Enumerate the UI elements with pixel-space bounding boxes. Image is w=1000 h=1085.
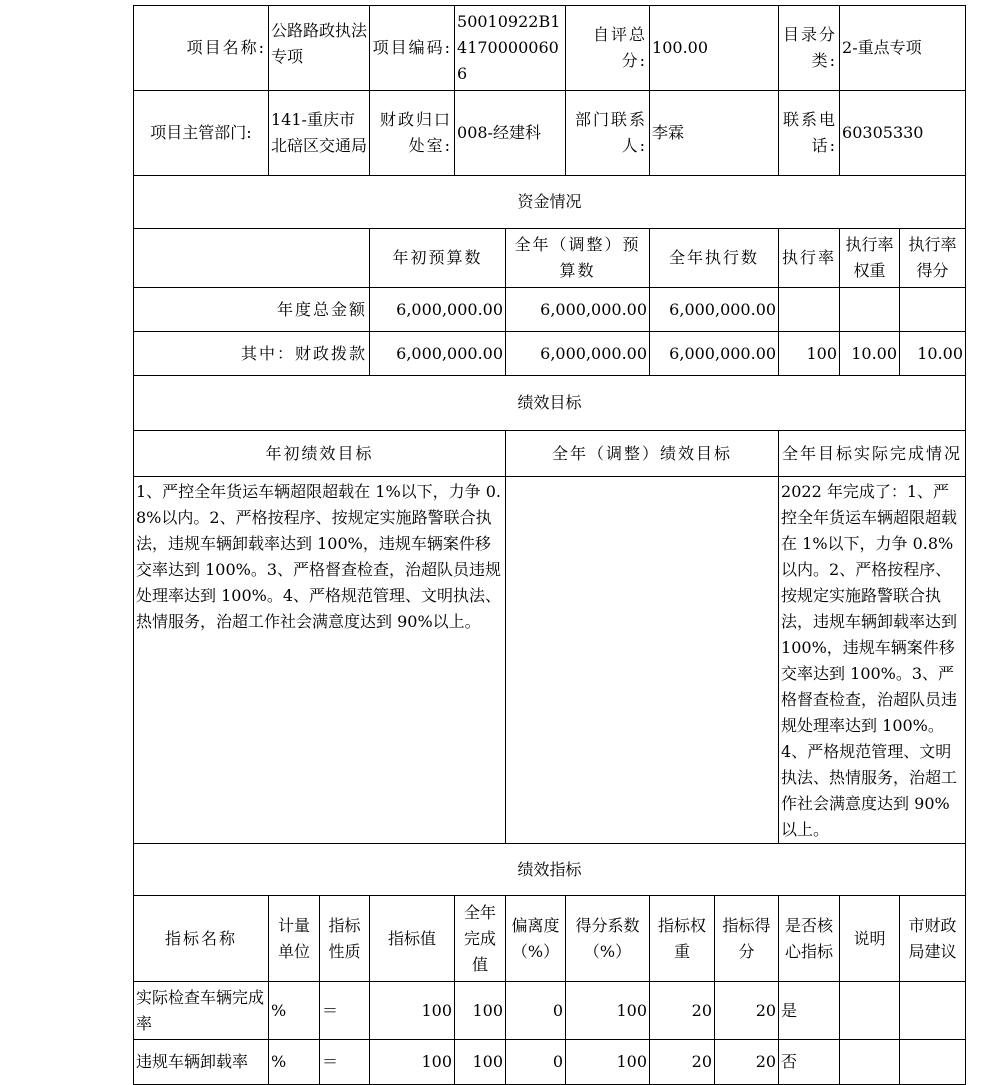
project-code-label: 项目编码:	[370, 6, 455, 91]
indicator-header-score: 指标得分	[715, 896, 779, 982]
dept-value: 141-重庆市北碚区交通局	[269, 91, 370, 176]
contact-value: 李霖	[650, 91, 779, 176]
funds-row-adjusted: 6,000,000.00	[506, 288, 650, 332]
indicator-header-actual: 全年完成值	[455, 896, 506, 982]
funds-header-weight: 执行率权重	[840, 229, 900, 288]
indicator-deviation: 0	[506, 1040, 566, 1085]
indicator-deviation: 0	[506, 982, 566, 1040]
funds-row-executed: 6,000,000.00	[650, 332, 779, 376]
catalog-value: 2-重点专项	[840, 6, 966, 91]
funds-header-executed: 全年执行数	[650, 229, 779, 288]
indicator-advice	[900, 982, 966, 1040]
goals-content-row	[134, 477, 966, 844]
indicator-header-weight: 指标权重	[650, 896, 715, 982]
indicator-header-name: 指标名称	[134, 896, 269, 982]
indicator-header-core: 是否核心指标	[779, 896, 840, 982]
funds-header-blank	[134, 229, 370, 288]
header-row-2	[134, 91, 966, 176]
project-code-value: 50010922B141700000606	[455, 6, 566, 91]
indicators-section-title: 绩效指标	[134, 844, 966, 896]
catalog-label: 目录分类:	[779, 6, 840, 91]
indicator-core: 是	[779, 982, 840, 1040]
indicator-header-target: 指标值	[370, 896, 455, 982]
indicator-actual: 100	[455, 982, 506, 1040]
funds-row-score	[900, 288, 966, 332]
indicator-name: 实际检查车辆完成率	[134, 982, 269, 1040]
contact-label: 部门联系人:	[566, 91, 650, 176]
funds-row-score: 10.00	[900, 332, 966, 376]
funds-row-adjusted: 6,000,000.00	[506, 332, 650, 376]
indicator-note	[840, 1040, 900, 1085]
goals-header-actual: 全年目标实际完成情况	[779, 431, 966, 477]
project-name-label: 项目名称:	[134, 6, 269, 91]
table-row	[134, 982, 966, 1040]
indicator-score: 20	[715, 1040, 779, 1085]
finance-office-label: 财政归口处室:	[370, 91, 455, 176]
funds-row-rate: 100	[779, 332, 840, 376]
funds-row-fiscal	[134, 332, 966, 376]
goals-adjusted-text	[506, 477, 779, 844]
indicator-note	[840, 982, 900, 1040]
funds-row-executed: 6,000,000.00	[650, 288, 779, 332]
goals-header-initial: 年初绩效目标	[134, 431, 506, 477]
finance-office-value: 008-经建科	[455, 91, 566, 176]
indicator-unit: %	[269, 1040, 320, 1085]
funds-row-label: 年度总金额	[134, 288, 370, 332]
phone-label: 联系电话:	[779, 91, 840, 176]
self-score-value: 100.00	[650, 6, 779, 91]
table-row	[134, 1040, 966, 1085]
funds-row-budget: 6,000,000.00	[370, 288, 506, 332]
indicator-weight: 20	[650, 1040, 715, 1085]
indicator-nature: ＝	[320, 1040, 370, 1085]
indicator-target: 100	[370, 982, 455, 1040]
funds-row-weight: 10.00	[840, 332, 900, 376]
funds-row-total	[134, 288, 966, 332]
indicator-header-coef: 得分系数（%）	[566, 896, 650, 982]
indicator-header-deviation: 偏离度（%）	[506, 896, 566, 982]
indicators-header-row	[134, 896, 966, 982]
funds-header-rate: 执行率	[779, 229, 840, 288]
indicator-nature: ＝	[320, 982, 370, 1040]
funds-header-budget: 年初预算数	[370, 229, 506, 288]
funds-header-adjusted: 全年（调整）预算数	[506, 229, 650, 288]
indicator-coef: 100	[566, 982, 650, 1040]
indicator-unit: %	[269, 982, 320, 1040]
funds-row-weight	[840, 288, 900, 332]
funds-section-title: 资金情况	[134, 176, 966, 229]
goals-initial-text: 1、严控全年货运车辆超限超载在 1%以下，力争 0.8%以内。2、严格按程序、按规定实施路警联合执法，违规车辆卸载率达到 100%，违规车辆案件移交率达到 100%。3、严格督查检查，治超队员违规处理率达到 100%。4、严格规范管理、文明执法、热情服务，治超工作社会满意度达到 90%以上。	[134, 477, 506, 844]
goals-section-title: 绩效目标	[134, 376, 966, 431]
performance-evaluation-table	[133, 5, 966, 1085]
indicator-weight: 20	[650, 982, 715, 1040]
goals-header-row	[134, 431, 966, 477]
phone-value: 60305330	[840, 91, 966, 176]
dept-label: 项目主管部门:	[134, 91, 269, 176]
header-row-1	[134, 6, 966, 91]
indicator-header-advice: 市财政局建议	[900, 896, 966, 982]
indicator-header-note: 说明	[840, 896, 900, 982]
indicator-actual: 100	[455, 1040, 506, 1085]
funds-row-label: 其中：财政拨款	[134, 332, 370, 376]
self-score-label: 自评总分:	[566, 6, 650, 91]
indicator-header-unit: 计量单位	[269, 896, 320, 982]
goals-header-adjusted: 全年（调整）绩效目标	[506, 431, 779, 477]
indicator-target: 100	[370, 1040, 455, 1085]
funds-row-rate	[779, 288, 840, 332]
project-name-value: 公路路政执法专项	[269, 6, 370, 91]
indicator-name: 违规车辆卸载率	[134, 1040, 269, 1085]
indicator-core: 否	[779, 1040, 840, 1085]
indicator-coef: 100	[566, 1040, 650, 1085]
indicator-advice	[900, 1040, 966, 1085]
funds-row-budget: 6,000,000.00	[370, 332, 506, 376]
goals-actual-text: 2022 年完成了：1、严控全年货运车辆超限超载在 1%以下，力争 0.8%以内。2、严格按程序、按规定实施路警联合执法，违规车辆卸载率达到 100%，违规车辆案件移交率达到 100%。3、严格督查检查，治超队员违规处理率达到 100%。4、严格规范管理、文明执法、热情服务，治超工作社会满意度达到 90%以上。	[779, 477, 966, 844]
funds-header-row	[134, 229, 966, 288]
funds-header-score: 执行率得分	[900, 229, 966, 288]
indicator-header-nature: 指标性质	[320, 896, 370, 982]
indicator-score: 20	[715, 982, 779, 1040]
